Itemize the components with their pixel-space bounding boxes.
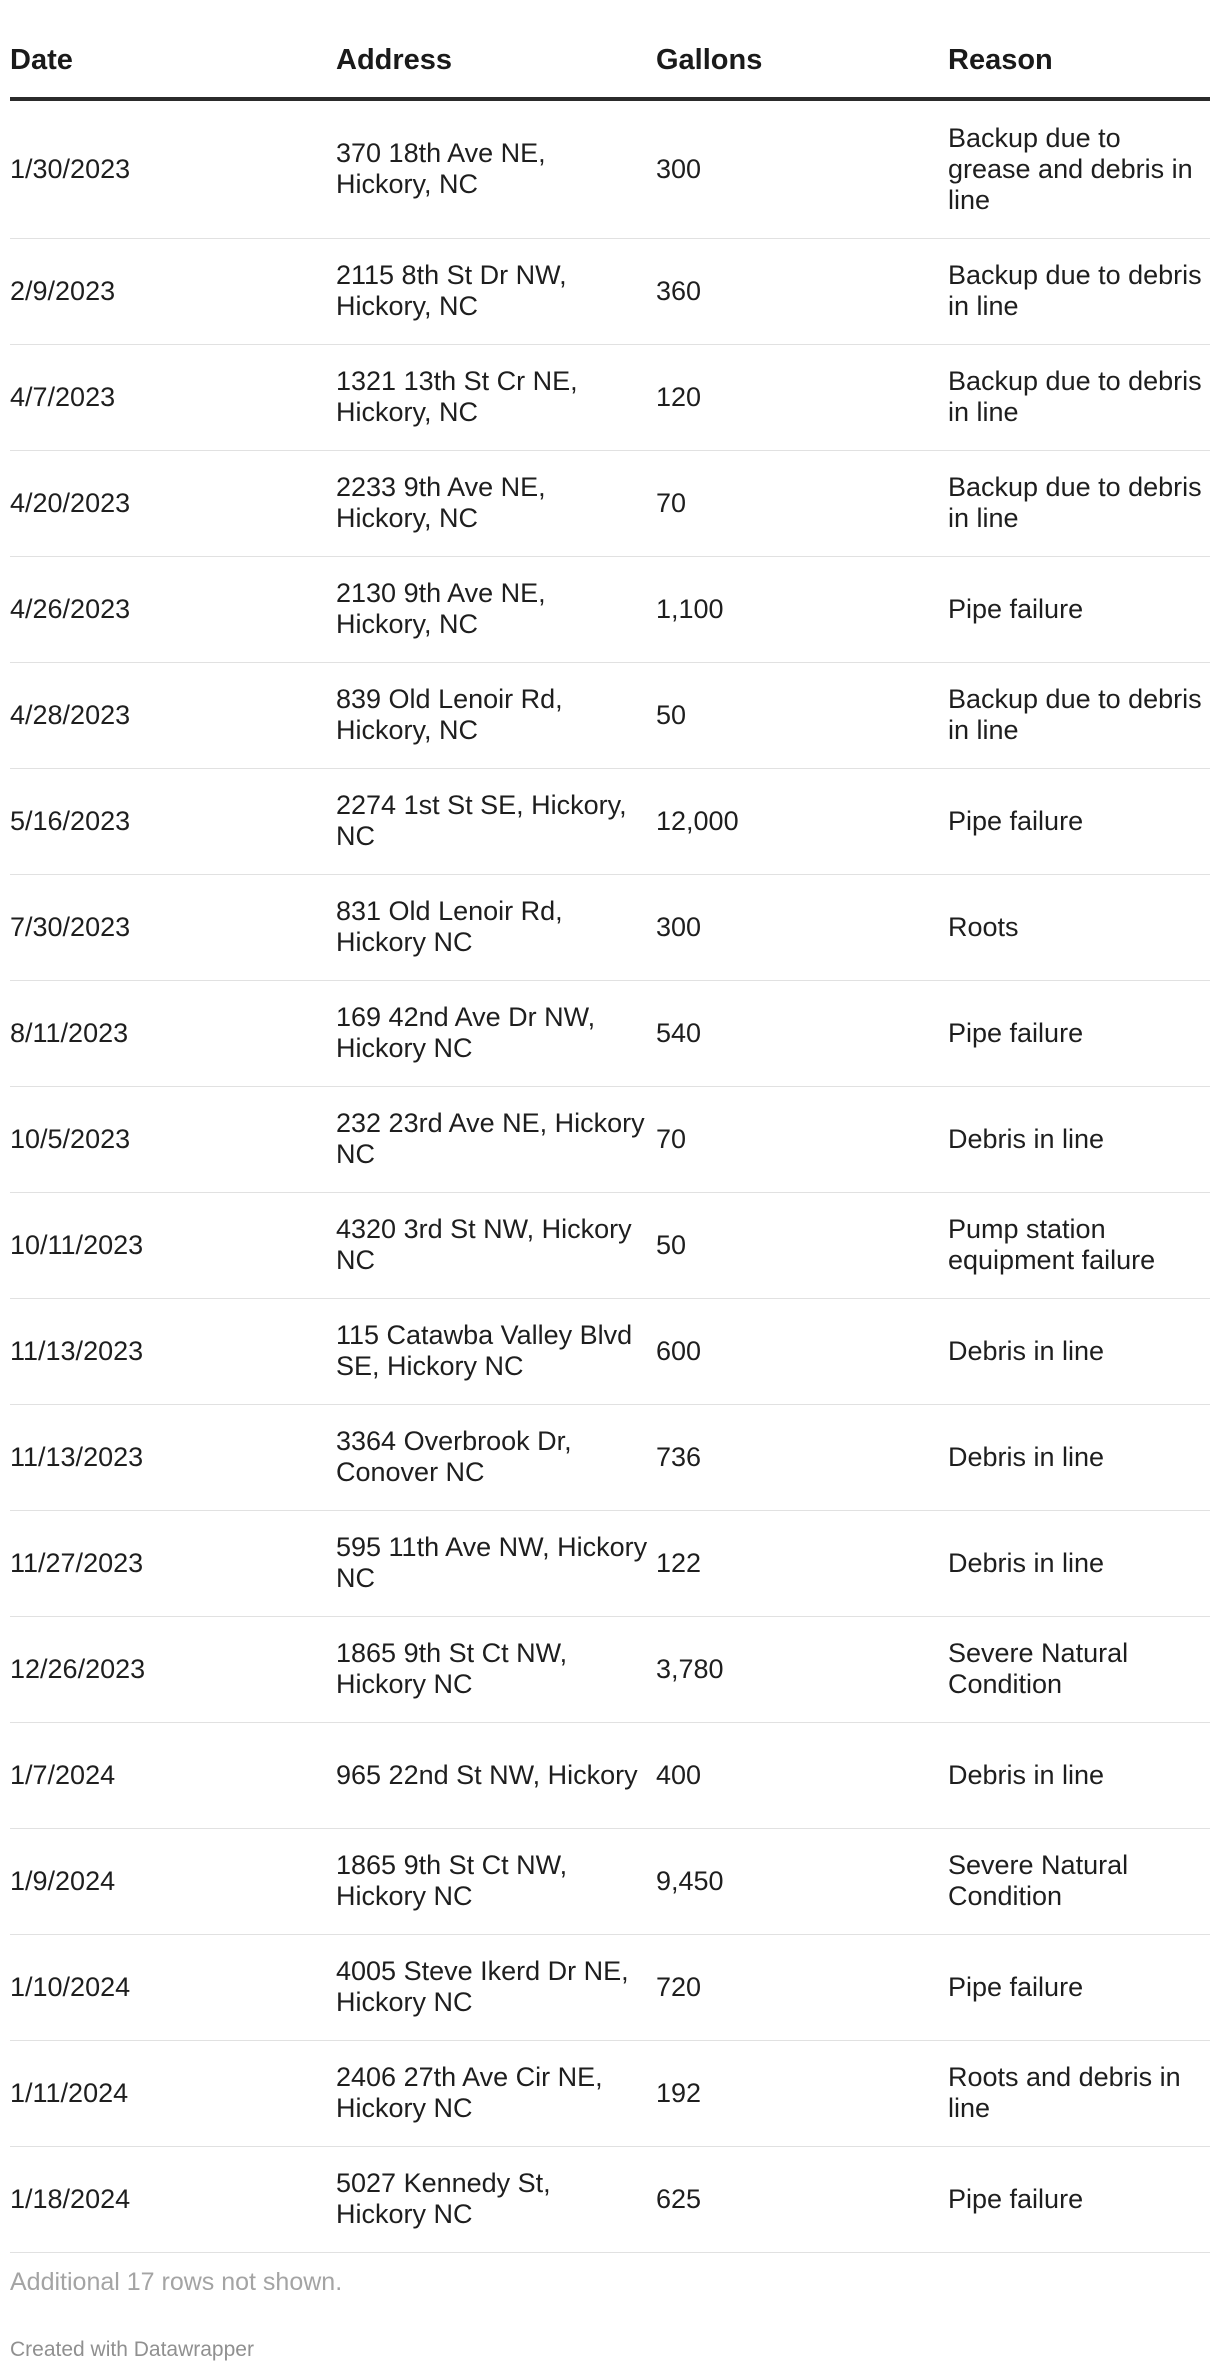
- table-header: [10, 0, 1210, 99]
- table-body: [10, 99, 1210, 2252]
- cell-gallons: 360: [656, 238, 948, 344]
- column-header-reason[interactable]: Reason: [948, 0, 1210, 99]
- cell-gallons: 1,100: [656, 556, 948, 662]
- table-row: [10, 556, 1210, 662]
- table-row: [10, 980, 1210, 1086]
- column-header-address[interactable]: Address: [336, 0, 656, 99]
- rows-not-shown-note: Additional 17 rows not shown.: [10, 2268, 343, 2296]
- cell-reason: Backup due to debris in line: [948, 344, 1210, 450]
- sewer-overflow-table: [10, 0, 1210, 2253]
- cell-date: 1/18/2024: [10, 2146, 336, 2252]
- cell-date: 11/27/2023: [10, 1510, 336, 1616]
- cell-gallons: 736: [656, 1404, 948, 1510]
- table-row: [10, 2146, 1210, 2252]
- cell-date: 10/11/2023: [10, 1192, 336, 1298]
- table-row: [10, 874, 1210, 980]
- cell-address: 4005 Steve Ikerd Dr NE, Hickory NC: [336, 1934, 656, 2040]
- table-row: [10, 238, 1210, 344]
- cell-reason: Roots: [948, 874, 1210, 980]
- cell-reason: Debris in line: [948, 1510, 1210, 1616]
- table-row: [10, 1934, 1210, 2040]
- cell-reason: Backup due to debris in line: [948, 450, 1210, 556]
- table-row: [10, 1616, 1210, 1722]
- cell-address: 595 11th Ave NW, Hickory NC: [336, 1510, 656, 1616]
- cell-gallons: 70: [656, 450, 948, 556]
- cell-address: 839 Old Lenoir Rd, Hickory, NC: [336, 662, 656, 768]
- cell-date: 10/5/2023: [10, 1086, 336, 1192]
- table-row: [10, 1192, 1210, 1298]
- cell-date: 4/7/2023: [10, 344, 336, 450]
- cell-reason: Pipe failure: [948, 556, 1210, 662]
- cell-date: 4/28/2023: [10, 662, 336, 768]
- cell-reason: Severe Natural Condition: [948, 1828, 1210, 1934]
- cell-date: 2/9/2023: [10, 238, 336, 344]
- cell-gallons: 300: [656, 99, 948, 238]
- cell-address: 1865 9th St Ct NW, Hickory NC: [336, 1828, 656, 1934]
- cell-address: 232 23rd Ave NE, Hickory NC: [336, 1086, 656, 1192]
- cell-date: 11/13/2023: [10, 1404, 336, 1510]
- column-header-gallons[interactable]: Gallons: [656, 0, 948, 99]
- cell-address: 965 22nd St NW, Hickory: [336, 1722, 656, 1828]
- cell-reason: Pipe failure: [948, 768, 1210, 874]
- cell-date: 1/9/2024: [10, 1828, 336, 1934]
- cell-date: 1/11/2024: [10, 2040, 336, 2146]
- header-row: [10, 0, 1210, 99]
- cell-reason: Pipe failure: [948, 1934, 1210, 2040]
- table-row: [10, 2040, 1210, 2146]
- cell-address: 4320 3rd St NW, Hickory NC: [336, 1192, 656, 1298]
- cell-reason: Backup due to debris in line: [948, 238, 1210, 344]
- cell-address: 2406 27th Ave Cir NE, Hickory NC: [336, 2040, 656, 2146]
- table-row: [10, 1510, 1210, 1616]
- cell-gallons: 9,450: [656, 1828, 948, 1934]
- cell-gallons: 600: [656, 1298, 948, 1404]
- cell-date: 12/26/2023: [10, 1616, 336, 1722]
- table-row: [10, 1298, 1210, 1404]
- cell-gallons: 400: [656, 1722, 948, 1828]
- cell-gallons: 192: [656, 2040, 948, 2146]
- table-row: [10, 344, 1210, 450]
- cell-date: 5/16/2023: [10, 768, 336, 874]
- table-row: [10, 1404, 1210, 1510]
- cell-address: 2115 8th St Dr NW, Hickory, NC: [336, 238, 656, 344]
- cell-address: 115 Catawba Valley Blvd SE, Hickory NC: [336, 1298, 656, 1404]
- cell-gallons: 12,000: [656, 768, 948, 874]
- table-row: [10, 768, 1210, 874]
- cell-date: 4/26/2023: [10, 556, 336, 662]
- cell-reason: Pipe failure: [948, 980, 1210, 1086]
- cell-date: 4/20/2023: [10, 450, 336, 556]
- cell-reason: Pump station equipment failure: [948, 1192, 1210, 1298]
- table-row: [10, 99, 1210, 238]
- cell-gallons: 720: [656, 1934, 948, 2040]
- data-table-container: [10, 0, 1210, 2253]
- cell-gallons: 70: [656, 1086, 948, 1192]
- table-row: [10, 1086, 1210, 1192]
- cell-address: 2274 1st St SE, Hickory, NC: [336, 768, 656, 874]
- cell-gallons: 122: [656, 1510, 948, 1616]
- cell-reason: Debris in line: [948, 1722, 1210, 1828]
- cell-address: 1321 13th St Cr NE, Hickory, NC: [336, 344, 656, 450]
- cell-address: 169 42nd Ave Dr NW, Hickory NC: [336, 980, 656, 1086]
- cell-date: 11/13/2023: [10, 1298, 336, 1404]
- cell-gallons: 120: [656, 344, 948, 450]
- cell-gallons: 50: [656, 1192, 948, 1298]
- cell-address: 2130 9th Ave NE, Hickory, NC: [336, 556, 656, 662]
- cell-address: 1865 9th St Ct NW, Hickory NC: [336, 1616, 656, 1722]
- cell-reason: Backup due to debris in line: [948, 662, 1210, 768]
- table-row: [10, 662, 1210, 768]
- cell-address: 5027 Kennedy St, Hickory NC: [336, 2146, 656, 2252]
- cell-gallons: 3,780: [656, 1616, 948, 1722]
- cell-address: 2233 9th Ave NE, Hickory, NC: [336, 450, 656, 556]
- cell-date: 1/30/2023: [10, 99, 336, 238]
- cell-date: 8/11/2023: [10, 980, 336, 1086]
- cell-reason: Debris in line: [948, 1298, 1210, 1404]
- cell-reason: Roots and debris in line: [948, 2040, 1210, 2146]
- cell-date: 7/30/2023: [10, 874, 336, 980]
- cell-reason: Pipe failure: [948, 2146, 1210, 2252]
- column-header-date[interactable]: Date: [10, 0, 336, 99]
- cell-address: 3364 Overbrook Dr, Conover NC: [336, 1404, 656, 1510]
- table-row: [10, 1828, 1210, 1934]
- cell-gallons: 300: [656, 874, 948, 980]
- cell-reason: Backup due to grease and debris in line: [948, 99, 1210, 238]
- cell-address: 831 Old Lenoir Rd, Hickory NC: [336, 874, 656, 980]
- cell-date: 1/10/2024: [10, 1934, 336, 2040]
- cell-date: 1/7/2024: [10, 1722, 336, 1828]
- table-row: [10, 1722, 1210, 1828]
- datawrapper-credit: Created with Datawrapper: [10, 2338, 254, 2361]
- cell-reason: Debris in line: [948, 1404, 1210, 1510]
- cell-address: 370 18th Ave NE, Hickory, NC: [336, 99, 656, 238]
- table-row: [10, 450, 1210, 556]
- cell-gallons: 50: [656, 662, 948, 768]
- cell-reason: Debris in line: [948, 1086, 1210, 1192]
- cell-reason: Severe Natural Condition: [948, 1616, 1210, 1722]
- cell-gallons: 625: [656, 2146, 948, 2252]
- cell-gallons: 540: [656, 980, 948, 1086]
